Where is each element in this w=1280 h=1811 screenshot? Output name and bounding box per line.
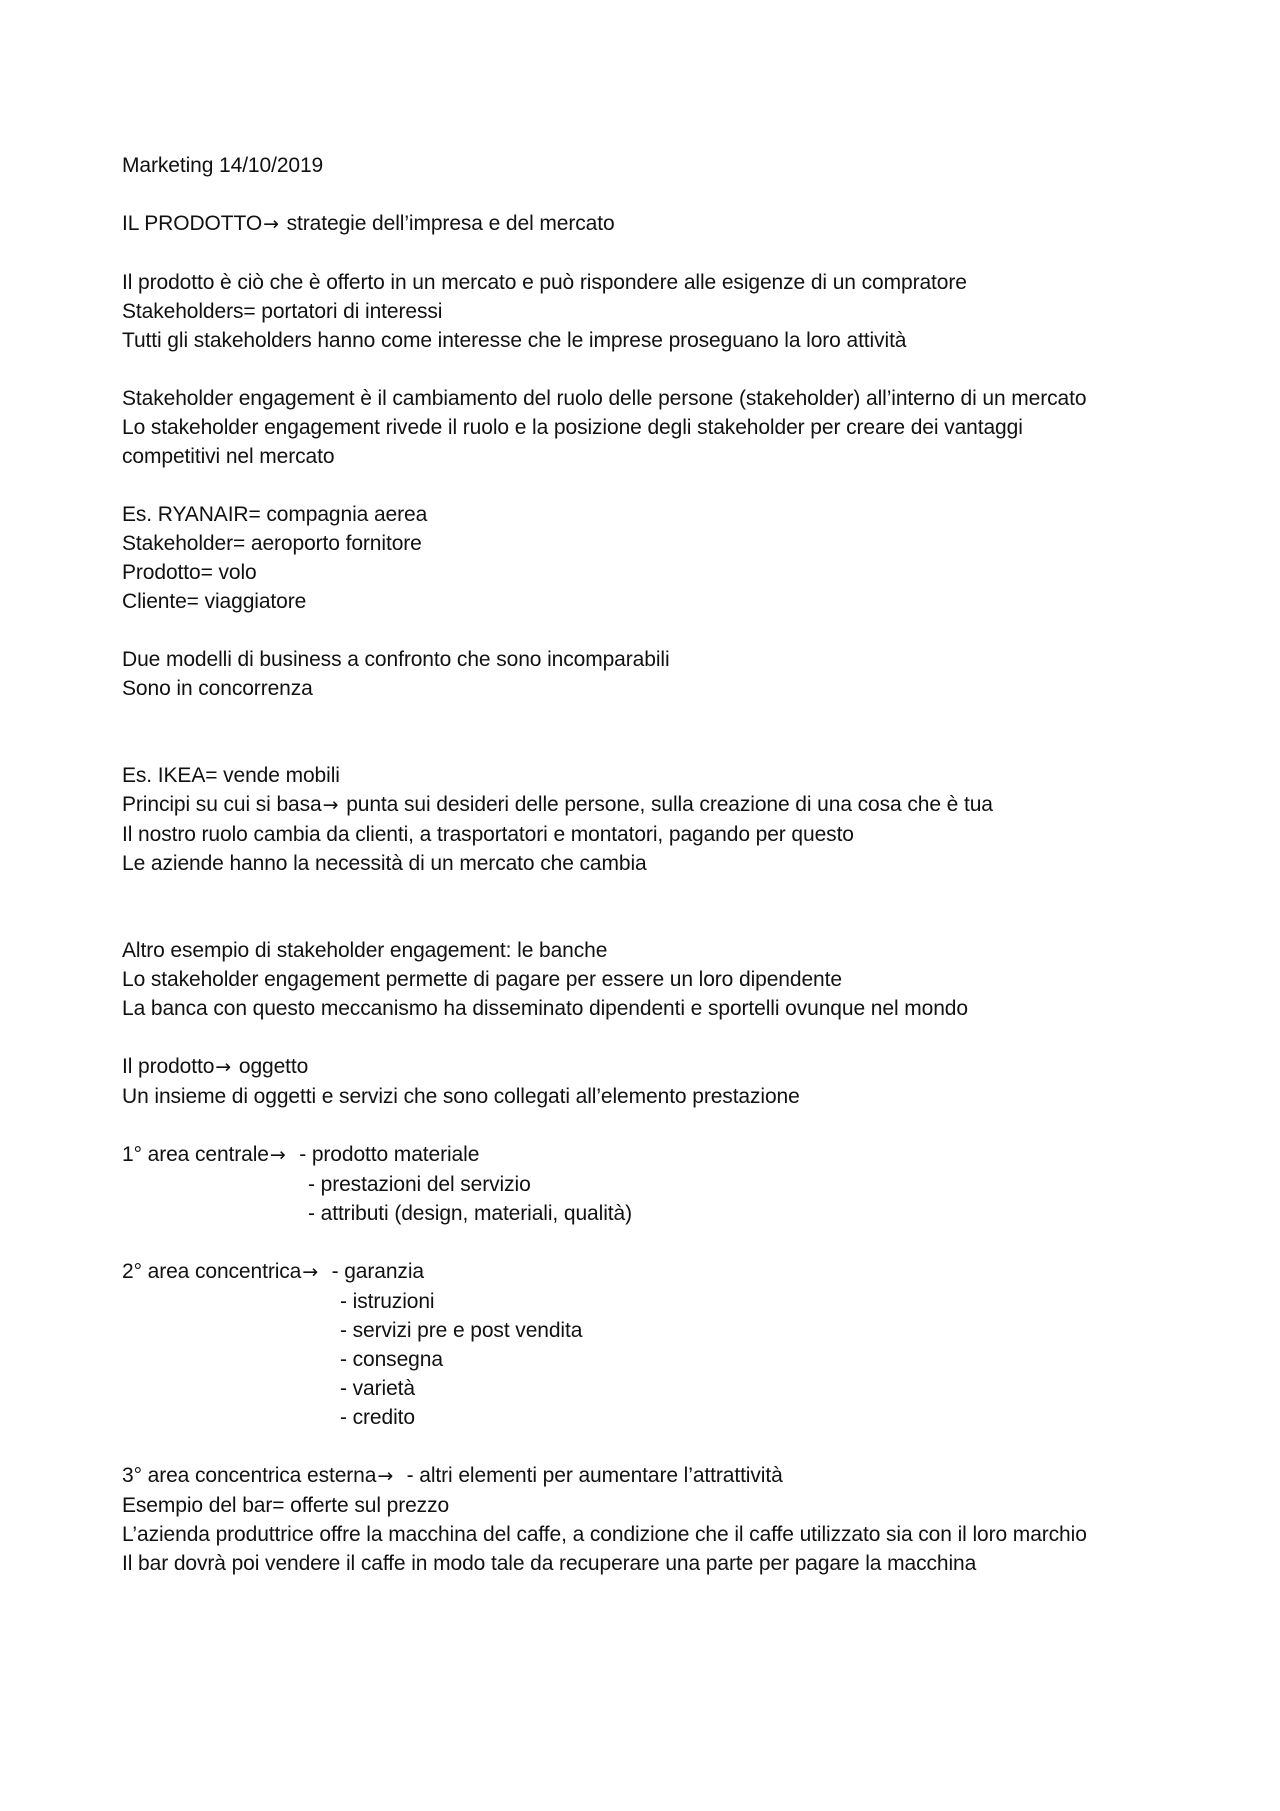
text-line: Tutti gli stakeholders hanno come interesse che le imprese proseguano la loro attività (122, 329, 907, 352)
heading-right: strategie dell’impresa e del mercato (280, 212, 615, 235)
text-line: Le aziende hanno la necessità di un mercato che cambia (122, 852, 647, 875)
principi-left: Principi su cui si basa (122, 793, 322, 816)
document-title: Marketing 14/10/2019 (122, 154, 324, 177)
text-line: Due modelli di business a confronto che sono incomparabili (122, 648, 670, 671)
text-line: Un insieme di oggetti e servizi che sono collegati all’elemento prestazione (122, 1085, 800, 1108)
prodotto-left: Il prodotto (122, 1055, 215, 1078)
spacer (122, 703, 1182, 761)
spacer (122, 180, 1182, 209)
area2-item: - varietà (340, 1377, 415, 1400)
area1-line (122, 1140, 1182, 1170)
text-line: Esempio del bar= offerte sul prezzo (122, 1494, 450, 1517)
area1-item: - prodotto materiale (287, 1143, 480, 1166)
text-line: Stakeholder engagement è il cambiamento del ruolo delle persone (stakeholder) all’interno di un mercato (122, 387, 1087, 410)
spacer (122, 471, 1182, 500)
spacer (122, 1023, 1182, 1052)
text-line: competitivi nel mercato (122, 445, 335, 468)
text-line: Cliente= viaggiatore (122, 590, 307, 613)
spacer (122, 355, 1182, 384)
area2-label: 2° area concentrica (122, 1260, 302, 1283)
area2-item: - credito (340, 1406, 415, 1429)
text-line (122, 790, 1182, 820)
spacer (122, 878, 1182, 936)
principi-right: punta sui desideri delle persone, sulla creazione di una cosa che è tua (340, 793, 993, 816)
area3-line (122, 1461, 1182, 1491)
text-line: Prodotto= volo (122, 561, 257, 584)
text-line: Il prodotto è ciò che è offerto in un mercato e può rispondere alle esigenze di un compratore (122, 271, 967, 294)
section-heading (122, 209, 1182, 239)
arrow-right-icon: → (377, 1465, 394, 1487)
text-line: L’azienda produttrice offre la macchina del caffe, a condizione che il caffe utilizzato sia con il loro marchio (122, 1523, 1087, 1546)
text-line: Altro esempio di stakeholder engagement: le banche (122, 939, 608, 962)
text-line: Stakeholder= aeroporto fornitore (122, 532, 422, 555)
area2-item: - garanzia (320, 1260, 424, 1283)
spacer (122, 616, 1182, 645)
area1-item: - attributi (design, materiali, qualità) (308, 1202, 632, 1225)
area2-item: - istruzioni (340, 1290, 435, 1313)
text-line: Lo stakeholder engagement permette di pagare per essere un loro dipendente (122, 968, 842, 991)
arrow-right-icon: → (215, 1056, 232, 1078)
area2-item: - servizi pre e post vendita (340, 1319, 583, 1342)
text-line: Lo stakeholder engagement rivede il ruolo e la posizione degli stakeholder per creare dei vantaggi (122, 416, 1023, 439)
arrow-right-icon: → (322, 794, 339, 816)
area3-label: 3° area concentrica esterna (122, 1464, 377, 1487)
text-line: Sono in concorrenza (122, 677, 313, 700)
prodotto-right: oggetto (233, 1055, 309, 1078)
spacer (122, 1228, 1182, 1257)
spacer (122, 1111, 1182, 1140)
area1-label: 1° area centrale (122, 1143, 269, 1166)
text-line: La banca con questo meccanismo ha disseminato dipendenti e sportelli ovunque nel mondo (122, 997, 968, 1020)
area3-item: - altri elementi per aumentare l’attrattività (395, 1464, 783, 1487)
text-line: Stakeholders= portatori di interessi (122, 300, 443, 323)
arrow-right-icon: → (302, 1261, 319, 1283)
spacer (122, 239, 1182, 268)
spacer (122, 1432, 1182, 1461)
arrow-right-icon: → (263, 213, 279, 235)
arrow-right-icon: → (269, 1144, 286, 1166)
text-line: Es. RYANAIR= compagnia aerea (122, 503, 428, 526)
text-line (122, 1052, 1182, 1082)
area1-item: - prestazioni del servizio (308, 1173, 531, 1196)
text-line: Il nostro ruolo cambia da clienti, a trasportatori e montatori, pagando per questo (122, 823, 854, 846)
area2-line (122, 1257, 1182, 1287)
text-line: Il bar dovrà poi vendere il caffe in modo tale da recuperare una parte per pagare la macchina (122, 1552, 977, 1575)
area2-item: - consegna (340, 1348, 443, 1371)
document-page (122, 151, 1182, 1578)
heading-left: IL PRODOTTO (122, 212, 263, 235)
text-line: Es. IKEA= vende mobili (122, 764, 340, 787)
